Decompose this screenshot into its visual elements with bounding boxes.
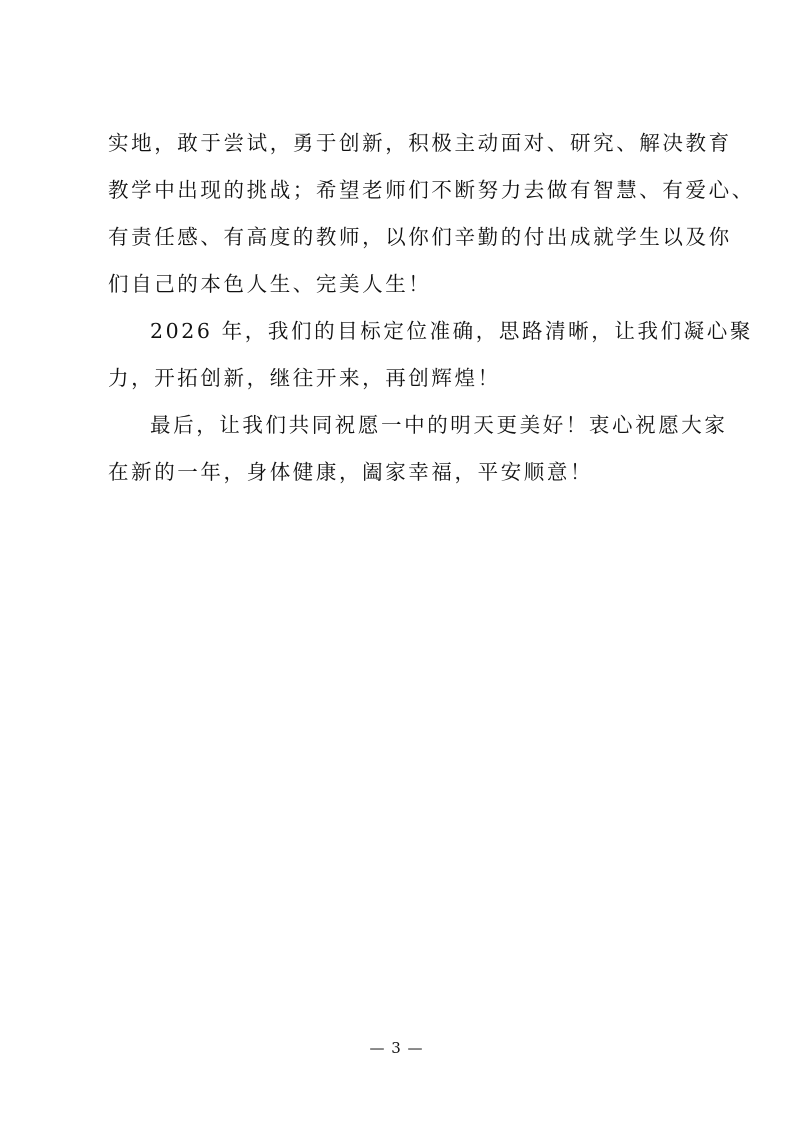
- text-line: 2026 年，我们的目标定位准确，思路清晰，让我们凝心聚: [150, 319, 753, 343]
- text-line: 在新的一年，身体健康，阖家幸福，平安顺意！: [108, 460, 594, 484]
- paragraph-1: [108, 120, 755, 308]
- text-line: 实地，敢于尝试，勇于创新，积极主动面对、研究、解决教育: [108, 131, 732, 155]
- text-line: 力，开拓创新，继往开来，再创辉煌！: [108, 366, 501, 390]
- document-body: [108, 120, 755, 496]
- paragraph-2: [108, 308, 753, 402]
- page-number: — 3 —: [369, 1039, 424, 1057]
- text-line: 教学中出现的挑战；希望老师们不断努力去做有智慧、有爱心、: [108, 178, 755, 202]
- text-line: 有责任感、有高度的教师，以你们辛勤的付出成就学生以及你: [108, 225, 732, 249]
- text-line: 们自己的本色人生、完美人生！: [108, 272, 432, 296]
- paragraph-3: [108, 402, 728, 496]
- text-line: 最后，让我们共同祝愿一中的明天更美好！衷心祝愿大家: [150, 413, 728, 437]
